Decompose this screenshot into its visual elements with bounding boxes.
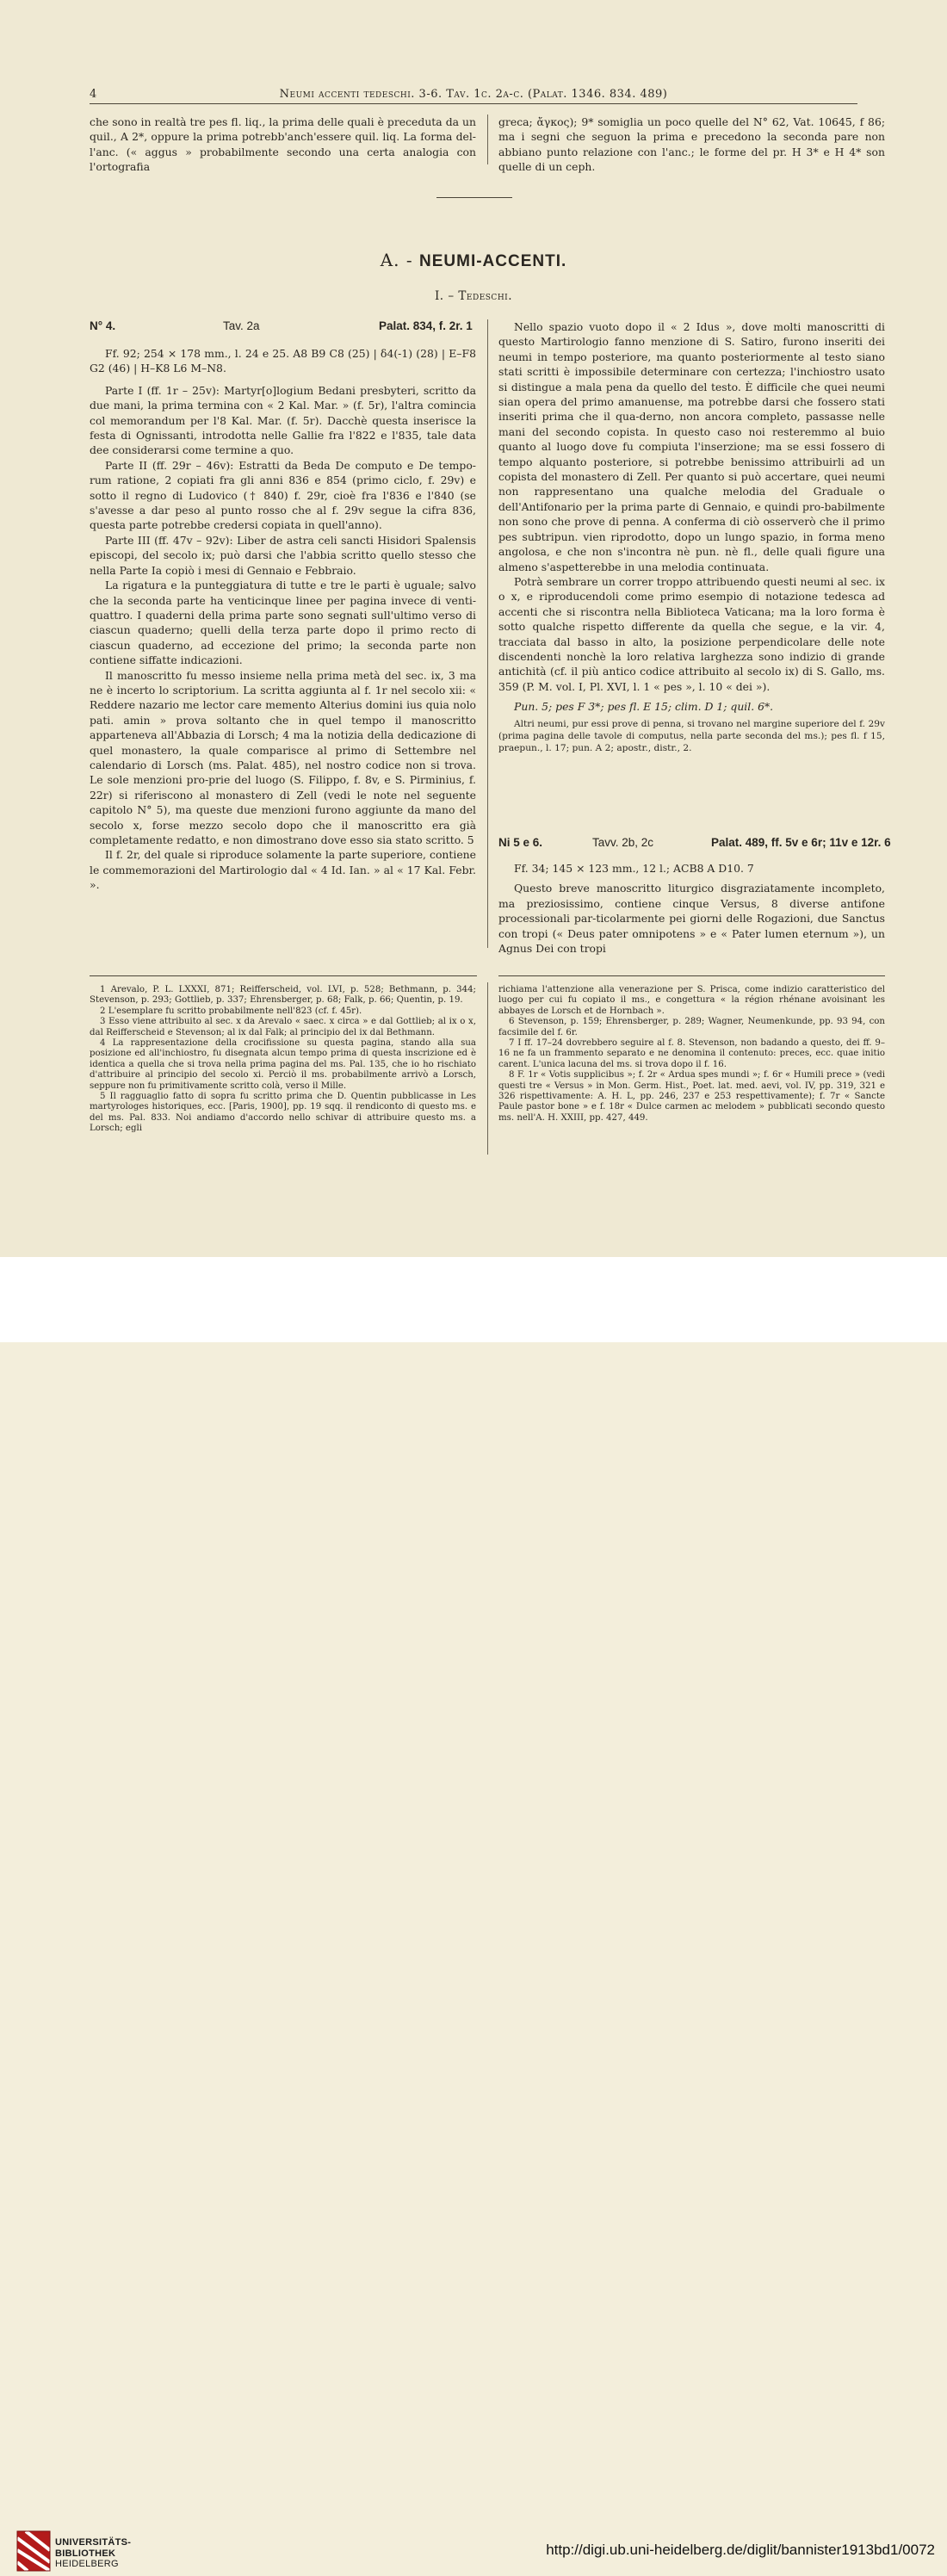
entry4-palat: Palat. 834, f. 2r. 1 xyxy=(379,319,473,332)
section-title-prefix: A. - xyxy=(380,250,419,270)
paragraph: Potrà sembrare un correr troppo attribuendo questi neumi al sec. ix o x, e riproducendoli come primo esempio di notazione tedesca ad accenti che si riscontra nella Biblioteca Vaticana; ma la loro forma è sotto qualche rispetto differente da quella che segue, e la vir. 4, tracciata dal basso in alto, la posizione perpendicolare delle note discendenti nonchè la loro relativa larghezza sono indizio di grande antichità (cf. il più antico codice attribuito al secolo ix) di S. Gallo, ms. 359 (P. M. vol. I, Pl. XVI, l. 1 « pes », l. 10 « dei »). xyxy=(498,574,885,693)
top-right-text xyxy=(498,115,885,175)
paragraph: Il f. 2r, del quale si riproduce solamente la parte superiore, contiene le commemorazioni del Martirologio dal « 4 Id. Ian. » al « 17 Kal. Febr. ». xyxy=(90,848,476,892)
right-column-2 xyxy=(498,861,885,956)
permalink-url[interactable]: http://digi.ub.uni-heidelberg.de/diglit/bannister1913bd1/0072 xyxy=(546,2542,935,2558)
column-divider-footnotes xyxy=(487,982,488,1155)
entry4-tav: Tav. 2a xyxy=(223,319,260,332)
footnote: 1 Arevalo, P. L. LXXXI, 871; Reifferscheid, vol. LVI, p. 528; Bethmann, p. 344; Stevenson, p. 293; Gottlieb, p. 337; Ehrensberger, p. 68; Falk, p. 66; Quentin, p. 19. xyxy=(90,985,476,1006)
section-title xyxy=(0,250,947,271)
left-column xyxy=(90,346,476,893)
small-note: Altri neumi, pur essi prove di penna, si trovano nel margine superiore del f. 29v (prima pagina delle tavole di computus, nella parte seconda del ms.); pes fl. f 15, praepun., l. 17; pun. A 2; apostr., distr., 2. xyxy=(498,718,885,753)
logo-line: BIBLIOTHEK xyxy=(55,2548,116,2559)
footnotes-left xyxy=(90,985,476,1135)
footnote: 7 I ff. 17–24 dovrebbero seguire al f. 8. Stevenson, non badando a questo, dei ff. 9–16 ne fa un frammento separato e ne denomina il contenuto: preces, ecc. quae initio carent. L'unica lacuna del ms. si trova dopo il f. 16. xyxy=(498,1038,885,1069)
section-subtitle: I. – Tedeschi. xyxy=(434,289,513,303)
entry5-number: Ni 5 e 6. xyxy=(498,836,543,849)
page-header xyxy=(90,84,857,103)
paragraph: greca; ἄγκος); 9* somiglia un poco quelle del N° 62, Vat. 10645, f 86; ma i segni che seguon la prima e precedono la seconda pare non abbiano punto relazione con l'anc.; le forme del pr. H 3* e H 4* son quelle di un ceph. xyxy=(498,115,885,174)
page-number: 4 xyxy=(90,88,97,101)
footnote: 6 Stevenson, p. 159; Ehrensberger, p. 289; Wagner, Neumenkunde, pp. 93 94, con facsimile del f. 6r. xyxy=(498,1017,885,1037)
paragraph: Parte II (ff. 29r – 46v): Estratti da Beda De computo e De tempo-rum ratione, 2 copiati fra gli anni 836 e 854 (primo ciclo, f. 29v) e sotto il regno di Ludovico († 840) f. 29r, cioè fra l'836 e l'840 (se s'avesse a dar peso al punto rosso che al f. 29v segue la cifra 836, questa parte potrebbe credersi copiata in quell'anno). xyxy=(90,458,476,532)
footnote: richiama l'attenzione alla venerazione per S. Prisca, come indizio caratteristico del luogo per cui fu copiato il ms., e congettura « la région rhénane avoisinant les abbayes de Lorsch et de Hornbach ». xyxy=(498,985,885,1016)
logo-line: UNIVERSITÄTS- xyxy=(55,2537,132,2548)
paragraph: Parte I (ff. 1r – 25v): Martyr[o]logium Bedani presbyteri, scritto da due mani, la prima termina con « 2 Kal. Mar. » (f. 5r), l'altra comincia col memorandum per l'8 Kal. Mar. (f. 5r). Dacchè questa inserisce la festa di Ognissanti, introdotta nelle Gallie fra l'822 e l'835, tale data dee considerarsi come termine a quo. xyxy=(90,383,476,457)
neume-list: Pun. 5; pes F 3*; pes fl. E 15; clim. D 1; quil. 6*. xyxy=(514,700,774,714)
section-title-text: NEUMI-ACCENTI. xyxy=(419,252,567,270)
section-separator xyxy=(436,197,512,198)
footnote: 2 L'esemplare fu scritto probabilmente nell'823 (cf. f. 45r). xyxy=(100,1006,362,1016)
entry4-number: N° 4. xyxy=(90,319,116,332)
entry5-tav: Tavv. 2b, 2c xyxy=(592,836,654,849)
document-page xyxy=(0,0,947,1257)
top-left-text xyxy=(90,115,476,175)
footnote: 5 Il ragguaglio fatto di sopra fu scritto prima che D. Quentin pubblicasse in Les martyrologes historiques, ecc. [Paris, 1900], pp. 19 sqq. il rendiconto di questo ms. e del ms. Pal. 833. Noi andiamo d'accordo nello schivar di attribuire questo ms. a Lorsch; egli xyxy=(90,1092,476,1134)
header-rule xyxy=(90,103,857,104)
paragraph: Il manoscritto fu messo insieme nella prima metà del sec. ix, 3 ma ne è incerto lo scriptorium. La scritta aggiunta al f. 1r nel secolo xii: « Reddere nazario me lector care memento Alterius domini ius quia nolo pati. amin » prova soltanto che in quel tempo il manoscritto apparteneva all'Abbazia di Lorsch; 4 ma la notizia della dedicazione di quel monastero, la quale comparisce al primo di Settembre nel calendario di Lorsch (ms. Palat. 485), nel nostro codice non si trova. Le sole menzioni pro-prie del luogo (S. Filippo, f. 8v, e S. Pirminius, f. 22r) si riferiscono al monastero di Zell (vedi le note nel seguente capitolo N° 5), ma queste due menzioni furono aggiunte da mano del secolo x, forse mezzo secolo dopo che il manoscritto era già completamente redatto, e non dimostrano dove esso sia stato scritto. 5 xyxy=(90,668,476,846)
footnote-rule-left xyxy=(90,975,477,976)
footnote: 4 La rappresentazione della crocifissione su questa pagina, stando alla sua posizione ed all'inchiostro, fu disegnata alcun tempo prima di questa inscrizione ed è identica a quella che si trova nella prima pagina del ms. Pal. 135, che io ho rischiato d'attribuire al principio del secolo xi. Perciò il ms. probabilmente arrivò a Lorsch, seppure non fu primitivamente scritto colà, verso il Mille. xyxy=(90,1038,476,1091)
library-logo-text[interactable] xyxy=(55,2537,131,2570)
paragraph: Parte III (ff. 47v – 92v): Liber de astra celi sancti Hisidori Spalensis episcopi, del secolo ix; può darsi che l'abbia scritto quello stesso che nella Parte Ia copiò i mesi di Gennaio e Febbraio. xyxy=(90,533,476,577)
university-seal-icon[interactable] xyxy=(15,2530,52,2573)
footnotes-right xyxy=(498,985,885,1124)
paragraph: che sono in realtà tre pes fl. liq., la prima delle quali è preceduta da un quil., A 2*, oppure la prima potrebb'anch'essere quil. liq. La forma del-l'anc. (« aggus » probabilmente secondo una certa analogia con l'ortografia xyxy=(90,115,476,174)
paragraph: Nello spazio vuoto dopo il « 2 Idus », dove molti manoscritti di questo Martirologio fanno menzione di S. Satiro, furono inseriti dei neumi in tempo posteriore, ma quanto posteriormente al testo siano stati scritti è impossibile determinare con certezza; l'inchiostro usato si distingue a mala pena da quello del testo. È difficile che quei neumi sian opera del primo amanuense, ma potrebbe darsi che fossero stati inseriti prima che il qua-derno, non ancora completo, passasse nelle mani del secondo copista. In questo caso noi resteremmo al buio quanto al luogo dove fu compiuta l'inserzione; ma se essi fossero di tempo alquanto posteriore, si potrebbe benissimo attribuirli ad un copista del monastero di Zell. Per quanto si può accertare, quei neumi non rappresentano una qualche melodia del Graduale o dell'Antifonario per la prima parte di Gennaio, e quindi pro-babilmente non sono che prove di penna. A conferma di ciò osserverò che il primo pes subtripun. vien riprodotto, dopo un lungo spazio, in forma meno angolosa, e che non s'incontra nè pun. nè fl., delle quali figure una almeno s'aspetterebbe in una melodia continuata. xyxy=(498,320,885,573)
paragraph: Ff. 92; 254 × 178 mm., l. 24 e 25. A8 B9 C8 (25) | δ4(-1) (28) | E–F8 G2 (46) | H–K8 L6 M–N8. xyxy=(90,347,476,375)
right-column xyxy=(498,319,885,754)
paragraph: Ff. 34; 145 × 123 mm., 12 l.; ACB8 A D10. 7 xyxy=(514,862,754,875)
paragraph: La rigatura e la punteggiatura di tutte e tre le parti è uguale; salvo che la seconda parte ha venticinque linee per pagina invece di venti-quattro. I quaderni della prima parte sono segnati sull'ultimo verso di ciascun quaderno; quelli della terza parte dopo il primo recto di ciascun quaderno, ad eccezione del primo; la seconda parte non contiene siffatte indicazioni. xyxy=(90,579,476,667)
column-divider-main xyxy=(487,319,488,948)
footnote: 3 Esso viene attribuito al sec. x da Arevalo « saec. x circa » e dal Gottlieb; al ix o x, dal Reifferscheid e Stevenson; al ix dal Falk; al principio del ix dal Bethmann. xyxy=(90,1017,476,1037)
footnote-rule-right xyxy=(498,975,885,976)
entry5-palat: Palat. 489, ff. 5v e 6r; 11v e 12r. 6 xyxy=(711,836,891,849)
paragraph: Questo breve manoscritto liturgico disgraziatamente incompleto, ma preziosissimo, contiene cinque Versus, 8 diverse antifone processionali par-ticolarmente pei giorni delle Rogazioni, due Sanctus con tropi (« Deus pater omnipotens » e « Pater lumen eternum »), un Agnus Dei con tropi xyxy=(498,882,885,956)
viewer-footer xyxy=(0,1257,947,2569)
column-divider-top xyxy=(487,115,488,164)
logo-line: HEIDELBERG xyxy=(55,2559,119,2569)
running-head: Neumi accenti tedeschi. 3-6. Tav. 1c. 2a-c. (Palat. 1346. 834. 489) xyxy=(279,88,668,101)
footnote: 8 F. 1r « Votis supplicibus »; f. 2r « Ardua spes mundi »; f. 6r « Humili prece » (vedi questi tre « Versus » in Mon. Germ. Hist., Poet. lat. med. aevi, vol. IV, pp. 319, 321 e 326 rispettivamente: A. H. L, pp. 246, 237 e 253 respettivamente); f. 7r « Sancte Paule pastor bone » e f. 18r « Dulce carmen ac melodem » pubblicati secondo questo ms. nell'A. H. XXIII, pp. 427, 449. xyxy=(498,1070,885,1123)
